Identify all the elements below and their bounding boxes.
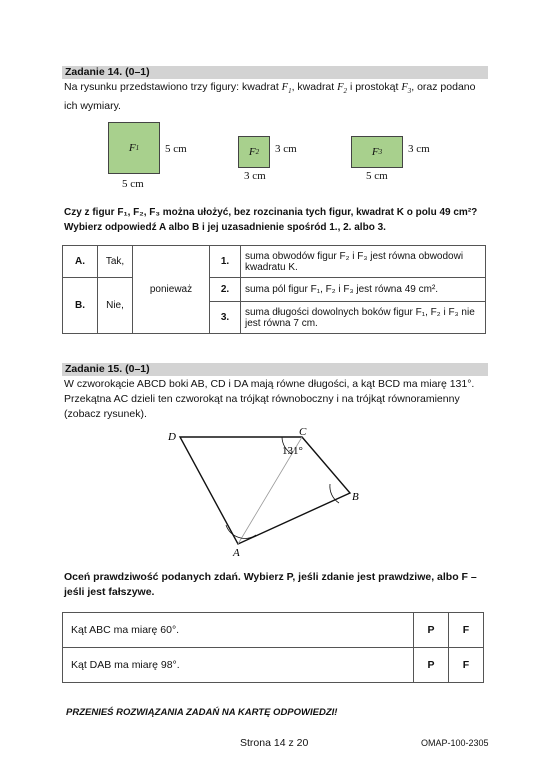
task15-intro: W czworokącie ABCD boki AB, CD i DA mają równe długości, a kąt BCD ma miarę 131°. Przekątna AC dzieli ten czworokąt na trójkąt równoboczny i na trójkąt równoramienny (zobacz rysunek). [64,378,475,420]
vertex-d-label: D [168,431,176,443]
angle-dab-arc [226,525,256,538]
quadrilateral-figure [160,424,370,559]
statement-row [63,648,484,683]
exam-code: OMAP-100-2305 [421,738,489,748]
task14-answer-table [62,245,486,334]
statement-1-false-option[interactable]: F [449,613,484,648]
option-a-text[interactable]: Tak, [98,246,133,278]
statement-row [63,613,484,648]
statement-2-true-option[interactable]: P [414,648,449,683]
task15-header: Zadanie 15. (0–1) [62,363,488,376]
f3-bottom-dimension: 5 cm [366,170,388,182]
task14-intro: Na rysunku przedstawiono trzy figury: kwadrat $F_1$, kwadrat $F_2$ i prostokąt $F_3$, oraz podano ich wymiary. [64,81,476,113]
f2-side-dimension: 3 cm [275,143,297,155]
vertex-a-label: A [233,547,240,559]
quadrilateral-abcd [180,437,350,544]
f1-ref: $F_1$ [281,82,292,96]
task14-header: Zadanie 14. (0–1) [62,66,488,79]
statement-1-text: Kąt ABC ma miarę 60°. [63,613,414,648]
f3-ref: $F_3$ [401,82,412,96]
statement-2-text: Kąt DAB ma miarę 98°. [63,648,414,683]
option-b-letter[interactable]: B. [63,278,98,334]
statement-1-true-option[interactable]: P [414,613,449,648]
transfer-answers-note: PRZENIEŚ ROZWIĄZANIA ZADAŃ NA KARTĘ ODPOWIEDZI! [66,707,338,718]
option-b-text[interactable]: Nie, [98,278,133,334]
page-number: Strona 14 z 20 [240,737,309,749]
task15-instruction: Oceń prawdziwość podanych zdań. Wybierz P, jeśli zdanie jest prawdziwe, albo F – jeśli jest fałszywe. [64,571,477,598]
reason-1-number[interactable]: 1. [210,246,241,278]
reason-2-number[interactable]: 2. [210,278,241,302]
f1-bottom-dimension: 5 cm [122,178,144,190]
f3-side-dimension: 3 cm [408,143,430,155]
f1-side-dimension: 5 cm [165,143,187,155]
option-a-letter[interactable]: A. [63,246,98,278]
angle-label-131: 131° [282,445,303,457]
reason-3-text[interactable]: suma długości dowolnych boków figur F₁, F₂ i F₃ nie jest równa 7 cm. [241,302,486,334]
reason-1-text[interactable]: suma obwodów figur F₂ i F₃ jest równa obwodowi kwadratu K. [241,246,486,278]
f2-ref: $F_2$ [337,82,348,96]
task14-question: Czy z figur F₁, F₂, F₃ można ułożyć, bez rozcinania tych figur, kwadrat K o polu 49 cm²? Wybierz odpowiedź A albo B i jej uzasadnienie spośród 1., 2. albo 3. [64,207,478,233]
because-cell: ponieważ [133,246,210,334]
statement-2-false-option[interactable]: F [449,648,484,683]
figure-f3-rectangle: F 3 [351,136,403,168]
vertex-c-label: C [299,426,307,438]
vertex-b-label: B [352,491,359,503]
f2-bottom-dimension: 3 cm [244,170,266,182]
reason-3-number[interactable]: 3. [210,302,241,334]
figure-f1-square: F 1 [108,122,160,174]
reason-2-text[interactable]: suma pól figur F₁, F₂ i F₃ jest równa 49 cm². [241,278,486,302]
task15-statements-table [62,612,484,683]
figure-f2-square: F 2 [238,136,270,168]
